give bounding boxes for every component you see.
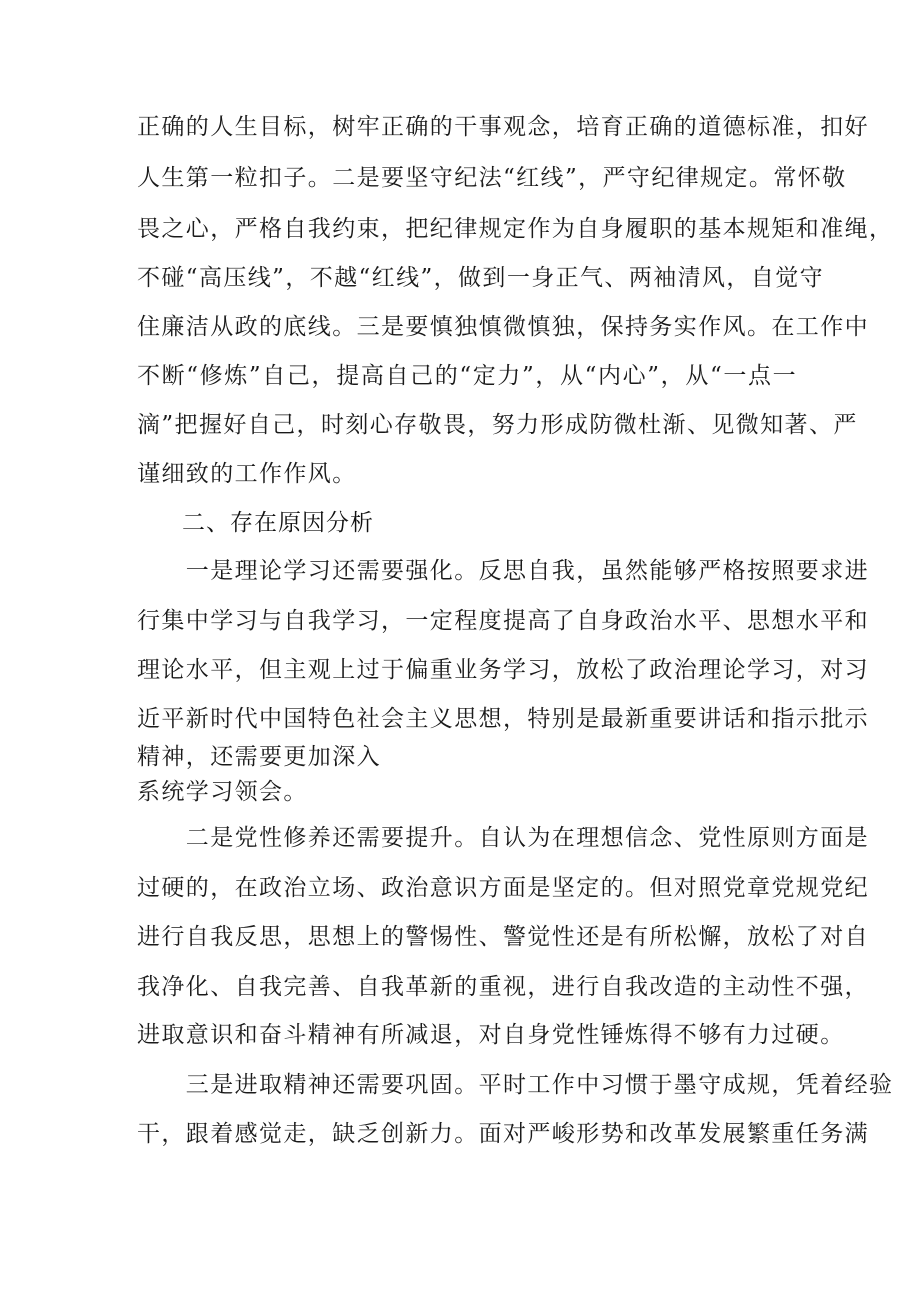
paragraph-line: 三是进取精神还需要巩固。平时工作中习惯于墨守成规，凭着经验 <box>137 1072 894 1098</box>
paragraph-line: 近平新时代中国特色社会主义思想，特别是最新重要讲话和指示批示 <box>137 706 869 732</box>
paragraph-line: 干，跟着感觉走，缺乏创新力。面对严峻形势和改革发展繁重任务满 <box>137 1121 869 1147</box>
paragraph-line: 进行自我反思，思想上的警惕性、警觉性还是有所松懈，放松了对自 <box>137 924 869 950</box>
paragraph-line: 住廉洁从政的底线。三是要慎独慎微慎独，保持务实作风。在工作中 <box>137 314 869 340</box>
paragraph-line: 理论水平，但主观上过于偏重业务学习，放松了政治理论学习，对习 <box>137 657 869 683</box>
paragraph-line: 正确的人生目标，树牢正确的干事观念，培育正确的道德标准，扣好 <box>137 114 869 140</box>
paragraph-line: 不断“修炼”自己，提高自己的“定力”，从“内心”，从“一点一 <box>137 363 797 389</box>
paragraph-line: 行集中学习与自我学习，一定程度提高了自身政治水平、思想水平和 <box>137 608 869 634</box>
paragraph-line: 不碰“高压线”，不越“红线”，做到一身正气、两袖清风，自觉守 <box>137 265 825 291</box>
paragraph-line: 我净化、自我完善、自我革新的重视，进行自我改造的主动性不强， <box>137 974 869 1000</box>
paragraph-line: 谨细致的工作作风。 <box>137 461 357 487</box>
paragraph-line: 系统学习领会。 <box>137 779 308 805</box>
paragraph-line: 畏之心，严格自我约束，把纪律规定作为自身履职的基本规矩和准绳， <box>137 216 894 242</box>
section-heading: 二、存在原因分析 <box>182 510 374 536</box>
paragraph-line: 人生第一粒扣子。二是要坚守纪法“红线”，严守纪律规定。常怀敬 <box>137 165 847 191</box>
paragraph-line: 精神，还需要更加深入 <box>137 744 381 770</box>
paragraph-line: 一是理论学习还需要强化。反思自我，虽然能够严格按照要求进 <box>137 558 869 584</box>
paragraph-line: 二是党性修养还需要提升。自认为在理想信念、党性原则方面是 <box>137 825 869 851</box>
paragraph-line: 过硬的，在政治立场、政治意识方面是坚定的。但对照党章党规党纪 <box>137 875 869 901</box>
paragraph-line: 进取意识和奋斗精神有所减退，对自身党性锤炼得不够有力过硬。 <box>137 1022 845 1048</box>
paragraph-line: 滴”把握好自己，时刻心存敬畏，努力形成防微杜渐、见微知著、严 <box>137 412 858 438</box>
